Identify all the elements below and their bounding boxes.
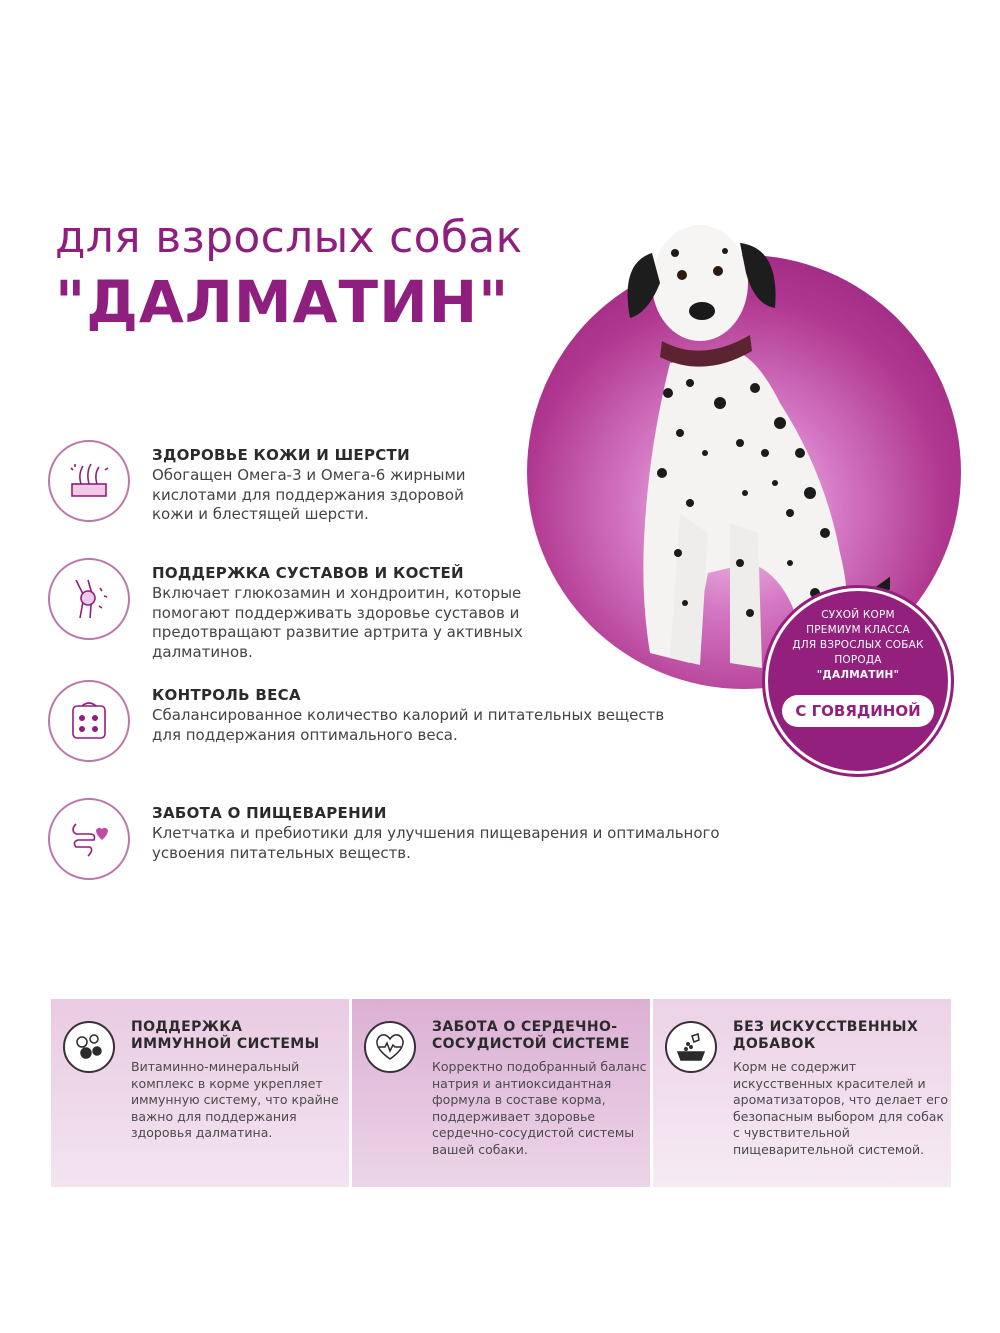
feature-desc: Включает глюкозамин и хондроитин, которые помогают поддерживать здоровье суставов и предотвращают развитие артрита у активных далматинов. (152, 584, 523, 661)
feature-desc: Сбалансированное количество калорий и питательных веществ для поддержания оптимального веса. (152, 706, 665, 744)
flavor-pill: С ГОВЯДИНОЙ (782, 695, 934, 727)
card-desc: Корм не содержит искусственных красителей и ароматизаторов, что делает его безопасным выбором для собак с чувствительной пищеварительной системой. (733, 1059, 948, 1157)
card-cardio (352, 999, 653, 1187)
joint-icon (48, 558, 130, 640)
card-immune (51, 999, 352, 1187)
heading-line-1: для взрослых собак (55, 212, 523, 263)
card-title: ПОДДЕРЖКА ИММУННОЙ СИСТЕМЫ (131, 1019, 320, 1052)
badge-line: СУХОЙ КОРМ (821, 609, 895, 621)
benefits-panel (51, 999, 951, 1187)
immune-icon (63, 1021, 115, 1073)
badge-line: ДЛЯ ВЗРОСЛЫХ СОБАК (792, 639, 924, 651)
feature-title: КОНТРОЛЬ ВЕСА (152, 686, 301, 704)
heading-product-name: "ДАЛМАТИН" (55, 268, 510, 336)
feature-desc: Клетчатка и пребиотики для улучшения пищеварения и оптимального усвоения питательных веществ. (152, 824, 720, 862)
digestion-icon (48, 798, 130, 880)
feature-title: ЗДОРОВЬЕ КОЖИ И ШЕРСТИ (152, 446, 410, 464)
badge-line: ПОРОДА (834, 654, 882, 666)
card-title: БЕЗ ИСКУССТВЕННЫХ ДОБАВОК (733, 1019, 919, 1052)
feature-title: ПОДДЕРЖКА СУСТАВОВ И КОСТЕЙ (152, 564, 464, 582)
card-desc: Витаминно-минеральный комплекс в корме укрепляет иммунную систему, что крайне важно для поддержания здоровья далматина. (131, 1059, 339, 1140)
feature-title: ЗАБОТА О ПИЩЕВАРЕНИИ (152, 804, 387, 822)
scale-paw-icon (48, 680, 130, 762)
card-desc: Корректно подобранный баланс натрия и антиоксидантная формула в составе корма, поддерживает здоровье сердечно-сосудистой системы вашей собаки. (432, 1059, 647, 1157)
skin-hair-icon (48, 440, 130, 522)
card-no-additives (653, 999, 951, 1187)
heart-pulse-icon (364, 1021, 416, 1073)
badge-breed: "ДАЛМАТИН" (816, 669, 900, 681)
food-bowl-icon (665, 1021, 717, 1073)
card-title: ЗАБОТА О СЕРДЕЧНО-СОСУДИСТОЙ СИСТЕМЕ (432, 1019, 630, 1052)
product-badge (765, 588, 951, 774)
badge-line: ПРЕМИУМ КЛАССА (806, 624, 910, 636)
feature-desc: Обогащен Омега-3 и Омега-6 жирными кислотами для поддержания здоровой кожи и блестящей шерсти. (152, 466, 466, 523)
